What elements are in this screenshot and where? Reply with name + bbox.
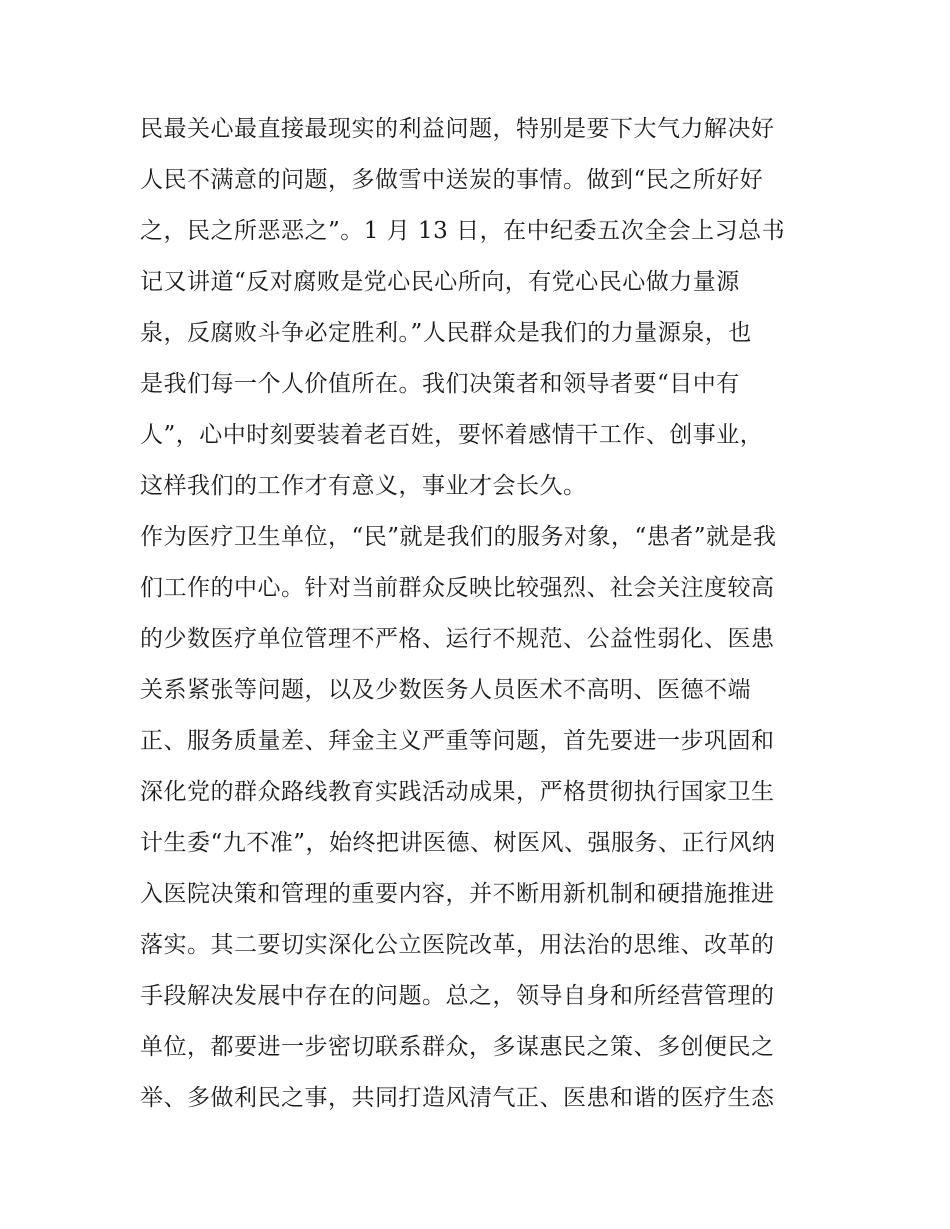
text-line: 计生委“九不准”，始终把讲医德、树医风、强服务、正行风纳 [140,830,776,856]
text-line: 这样我们的工作才有意义，事业才会长久。 [140,473,587,499]
text-line: 记又讲道“反对腐败是党心民心所向，有党心民心做力量源 [140,269,740,295]
text-line: 的少数医疗单位管理不严格、运行不规范、公益性弱化、医患 [140,626,775,652]
text-line: 正、服务质量差、拜金主义严重等问题，首先要进一步巩固和 [140,728,775,754]
text-line: 落实。其二要切实深化公立医院改革，用法治的思维、改革的 [140,932,775,958]
text-line: 举、多做利民之事，共同打造风清气正、医患和谐的医疗生态 [140,1085,775,1111]
text-line: 关系紧张等问题，以及少数医务人员医术不高明、医德不端 [140,677,751,703]
text-line: 是我们每一个人价值所在。我们决策者和领导者要“目中有 [140,371,740,397]
text-line: 手段解决发展中存在的问题。总之，领导自身和所经营管理的 [140,983,775,1009]
text-line: 深化党的群众路线教育实践活动成果，严格贯彻执行国家卫生 [140,779,775,805]
body-text [140,104,820,1124]
text-line: 人”，心中时刻要装着老百姓，要怀着感情干工作、创事业， [140,422,764,448]
text-line: 之，民之所恶恶之”。1 月 13 日，在中纪委五次全会上习总书 [140,218,786,244]
text-line: 民最关心最直接最现实的利益问题，特别是要下大气力解决好 [140,116,775,142]
text-line: 泉，反腐败斗争必定胜利。”人民群众是我们的力量源泉，也 [140,320,752,346]
text-line: 作为医疗卫生单位，“民”就是我们的服务对象，“患者”就是我 [140,524,777,550]
text-line: 入医院决策和管理的重要内容，并不断用新机制和硬措施推进 [140,881,775,907]
text-line: 人民不满意的问题，多做雪中送炭的事情。做到“民之所好好 [140,167,764,193]
text-line: 单位，都要进一步密切联系群众，多谋惠民之策、多创便民之 [140,1034,775,1060]
text-line: 们工作的中心。针对当前群众反映比较强烈、社会关注度较高 [140,575,775,601]
